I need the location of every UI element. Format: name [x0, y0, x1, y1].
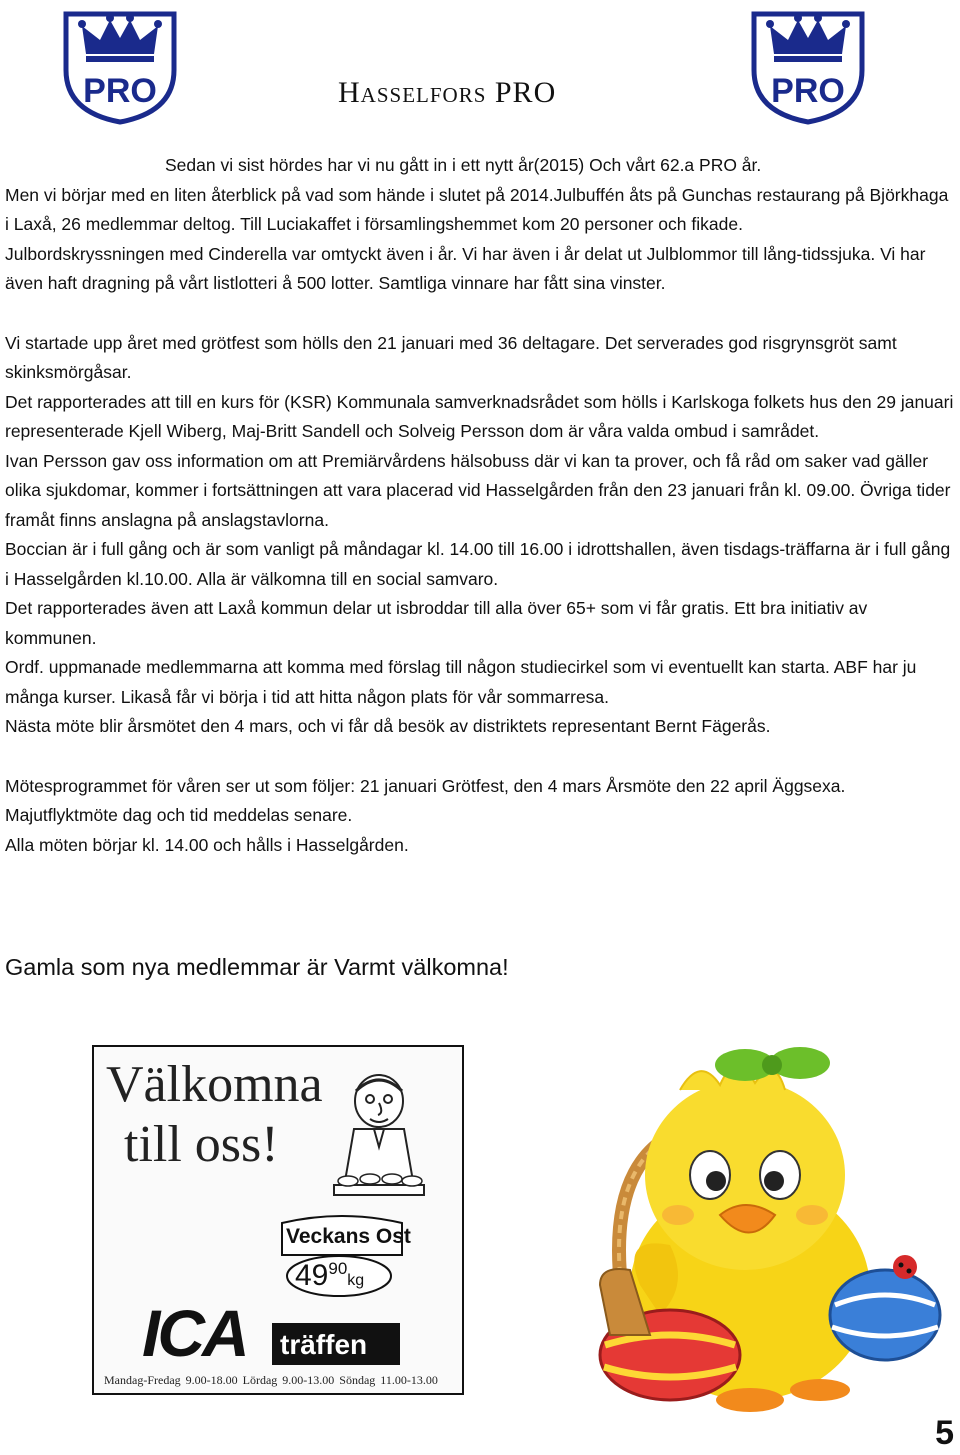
- paragraph-retrospective: Men vi börjar med en liten återblick på vad som hände i slutet på 2014.Julbuffén åts på Gunchas restaurang på Björkhaga i Laxå, 26 medlemmar deltog. Till Luciakaffet i församlingshemmet kom 20 personer och fikade.: [5, 184, 949, 234]
- svg-text:PRO: PRO: [771, 72, 845, 110]
- ad-price: [295, 1259, 364, 1293]
- ad-price-cents: 90: [328, 1259, 348, 1278]
- page-title: Hasselfors PRO: [338, 76, 557, 109]
- pro-logo-left: [60, 8, 180, 126]
- ad-price-unit: kg: [347, 1272, 365, 1289]
- paragraph-cruise: Julbordskryssningen med Cinderella var omtyckt även i år. Vi har även i år delat ut Julblommor till lång-tidssjuka. Vi har även haft dragning på vårt listlotteri å 500 lotter. Samtliga vinnare har fått sina vinster.: [5, 243, 926, 293]
- paragraph-studiecirkel: Ordf. uppmanade medlemmarna att komma med förslag till någon studiecirkel som vi eventuellt kan starta. ABF har ju många kurser. Likaså får vi börja i tid att hitta någon plats för vår sommarresa.: [5, 657, 917, 707]
- ad-price-main: 49: [295, 1259, 329, 1292]
- ica-logo: ICA: [142, 1296, 247, 1370]
- ad-headline-2: till oss!: [124, 1116, 279, 1173]
- paragraph-arsmote: Nästa möte blir årsmötet den 4 mars, och vi får då besök av distriktets representant Bernt Fägerås.: [5, 716, 771, 736]
- ad-headline-1: Välkomna: [106, 1056, 323, 1113]
- svg-text:PRO: PRO: [83, 72, 157, 110]
- paragraph-intro: Sedan vi sist hördes har vi nu gått in i ett nytt år(2015) Och vårt 62.a PRO år.: [165, 155, 762, 175]
- page-number: 5: [935, 1414, 954, 1452]
- paragraph-boccia: Boccian är i full gång och är som vanligt på måndagar kl. 14.00 till 16.00 i idrottshallen, även tisdags-träffarna är i full gång i Hasselgården kl.10.00. Alla är välkomna till en social samvaro.: [5, 539, 951, 589]
- easter-chick-illustration: [560, 1035, 950, 1420]
- article-body: [5, 151, 955, 860]
- ica-advertisement: [92, 1045, 464, 1395]
- ad-veckans-ost: Veckans Ost: [286, 1225, 411, 1248]
- paragraph-motestid: Alla möten börjar kl. 14.00 och hålls i Hasselgården.: [5, 834, 409, 855]
- paragraph-halsobuss: Ivan Persson gav oss information om att Premiärvårdens hälsobuss där vi kan ta prover, och få råd om saker vad gäller olika sjukdomar, kommer i fortsättningen att vara placerad vid Hasselgården från den 23 januari från kl. 09.00. Övriga tider framåt finns anslagna på anslagstavlorna.: [5, 450, 951, 530]
- ica-traffen-label: träffen: [280, 1329, 368, 1360]
- paragraph-program: Mötesprogrammet för våren ser ut som följer: 21 januari Grötfest, den 4 mars Årsmöte den 22 april Äggsexa. Majutflyktmöte dag och tid meddelas senare.: [5, 775, 846, 825]
- paragraph-grotfest: Vi startade upp året med grötfest som hölls den 21 januari med 36 deltagare. Det serverades god risgrynsgröt samt skinksmörgåsar.: [5, 332, 897, 382]
- pro-logo-right: [748, 8, 868, 126]
- closing-welcome: Gamla som nya medlemmar är Varmt välkomna!: [5, 954, 509, 980]
- paragraph-ksr: Det rapporterades att till en kurs för (KSR) Kommunala samverknadsrådet som hölls i Karlskoga folkets hus den 29 januari representerade Kjell Wiberg, Maj-Britt Sandell och Solveig Persson dom är våra valda ombud i samrådet.: [5, 391, 954, 441]
- ad-opening-hours: Mandag-Fredag 9.00-18.00 Lördag 9.00-13.00 Söndag 11.00-13.00: [104, 1373, 438, 1387]
- paragraph-isbroddar: Det rapporterades även att Laxå kommun delar ut isbroddar till alla över 65+ som vi får gratis. Ett bra initiativ av kommunen.: [5, 598, 868, 648]
- shopkeeper-illustration: [324, 1067, 434, 1217]
